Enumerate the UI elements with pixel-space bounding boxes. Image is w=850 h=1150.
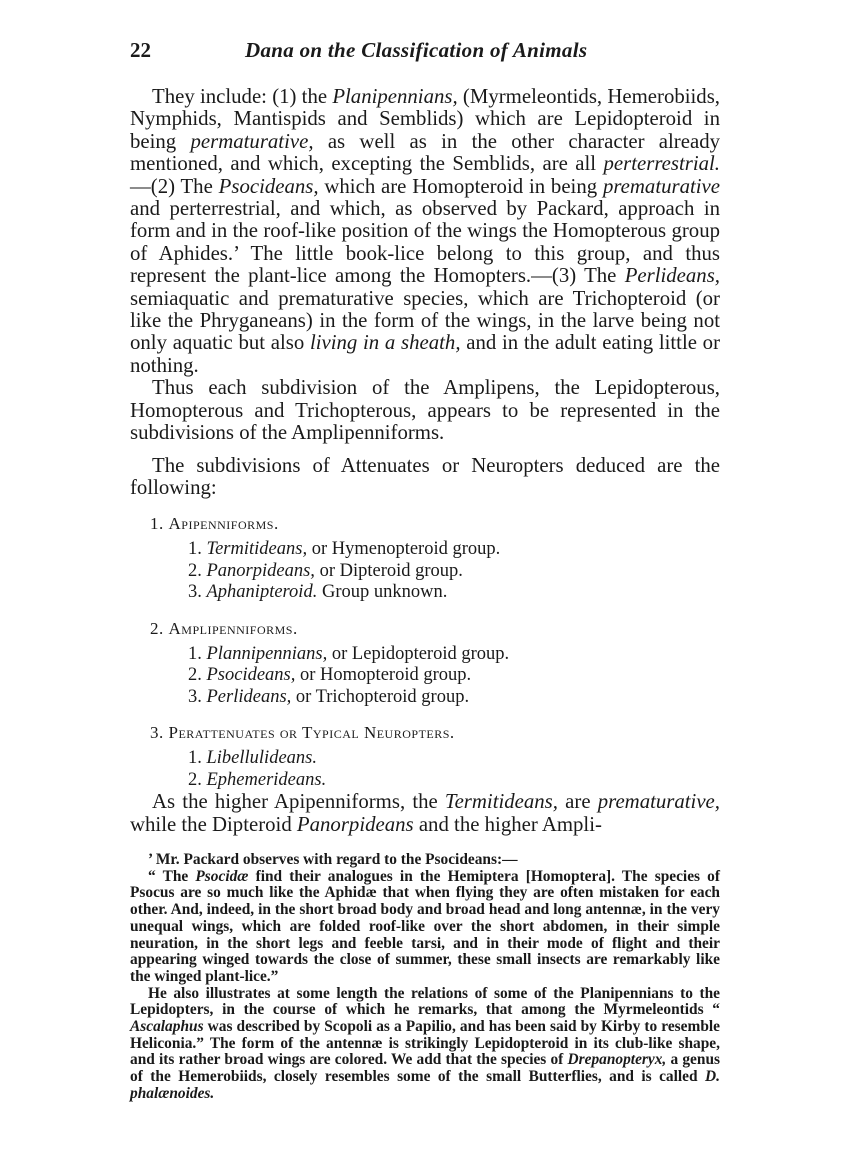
list-item: 2. Psocideans, or Homopteroid group. bbox=[188, 665, 472, 686]
section-number: 1. bbox=[150, 514, 164, 534]
footnote-quote: “ The Psocidæ find their analogues in the Hemiptera [Homoptera]. The species of Psocus are so much like the Aphidæ that when flying they are often mistaken for each other. And, indeed, in the short broad body and broad head and long antennæ, in the very unequal wings, which are folded roof-like over the short abdomen, in their simple neuration, in the short legs and feeble tarsi, and in their mode of flight and their appearing winged towards the close of summer, these small insects are remarkably like the winged plant-lice.” bbox=[130, 867, 720, 985]
list-item: 3. Perlideans, or Trichopteroid group. bbox=[188, 686, 470, 707]
list-item: 1. Plannipennians, or Lepidopteroid group. bbox=[188, 643, 510, 664]
section-perattenuates bbox=[130, 722, 720, 791]
running-title: Dana on the Classification of Animals bbox=[245, 38, 588, 62]
section-amplipenniforms bbox=[130, 618, 720, 709]
section-title: Amplipenniforms. bbox=[168, 618, 298, 638]
list-item: 2. Ephemerideans. bbox=[188, 769, 327, 790]
running-header bbox=[130, 38, 720, 68]
footnote-intro: ’ Mr. Packard observes with regard to the Psocideans:— bbox=[148, 851, 518, 868]
section-title: Apipenniforms. bbox=[168, 514, 279, 534]
section-title: Perattenuates or Typical Neuropters. bbox=[168, 723, 455, 743]
page-number: 22 bbox=[130, 38, 151, 62]
paragraph-higher-apipenniforms: As the higher Apipenniforms, the Termitideans, are prematurative, while the Dipteroid Panorpideans and the higher Ampli- bbox=[130, 790, 720, 836]
list-item: 2. Panorpideans, or Dipteroid group. bbox=[188, 560, 463, 581]
paragraph-subdivisions-intro: The subdivisions of Attenuates or Neuropters deduced are the following: bbox=[130, 453, 720, 499]
list-item: 1. Termitideans, or Hymenopteroid group. bbox=[188, 539, 501, 560]
main-text bbox=[130, 86, 720, 836]
footnote-planipennians: He also illustrates at some length the relations of some of the Planipennians to the Lepidopters, in the course of which he remarks, that among the Myrmeleontids “ Ascalaphus was described by Scopoli as a Papilio, and has been said by Kirby to resemble Heliconia.” The form of the antennæ is strikingly Lepidopteroid in its club-like shape, and its rather broad wings are colored. We add that the species of Drepanopteryx, a genus of the Hemerobiids, closely resembles some of the small Butterflies, and is called D. phalænoides. bbox=[130, 984, 720, 1102]
paragraph-neuropter-groups: They include: (1) the Planipennians, (Myrmeleontids, Hemerobiids, Nymphids, Mantispids and Semblids) which are Lepidopteroid in being permaturative, as well as in the other character already mentioned, and which, excepting the Semblids, are all perterrestrial.—(2) The Psocideans, which are Homopteroid in being prematurative and perterrestrial, and which, as observed by Packard, approach in form and in the roof-like position of the wings the Homopterous group of Aphides.’ The little book-lice belong to this group, and thus represent the plant-lice among the Homopters.—(3) The Perlideans, semiaquatic and prematurative species, which are Trichopteroid (or like the Phryganeans) in the form of the wings, in the larve being not only aquatic but also living in a sheath, and in the adult eating little or nothing. bbox=[130, 85, 721, 377]
section-apipenniforms bbox=[130, 513, 720, 604]
footnote bbox=[130, 852, 720, 1103]
list-item: 1. Libellulideans. bbox=[188, 748, 317, 769]
section-number: 2. bbox=[150, 618, 164, 638]
paragraph-amplipens: Thus each subdivision of the Amplipens, the Lepidopterous, Homopterous and Trichopterous, appears to be represented in the subdivisions of the Amplipenniforms. bbox=[130, 376, 720, 445]
section-number: 3. bbox=[150, 723, 164, 743]
list-item: 3. Aphanipteroid. Group unknown. bbox=[188, 582, 448, 603]
